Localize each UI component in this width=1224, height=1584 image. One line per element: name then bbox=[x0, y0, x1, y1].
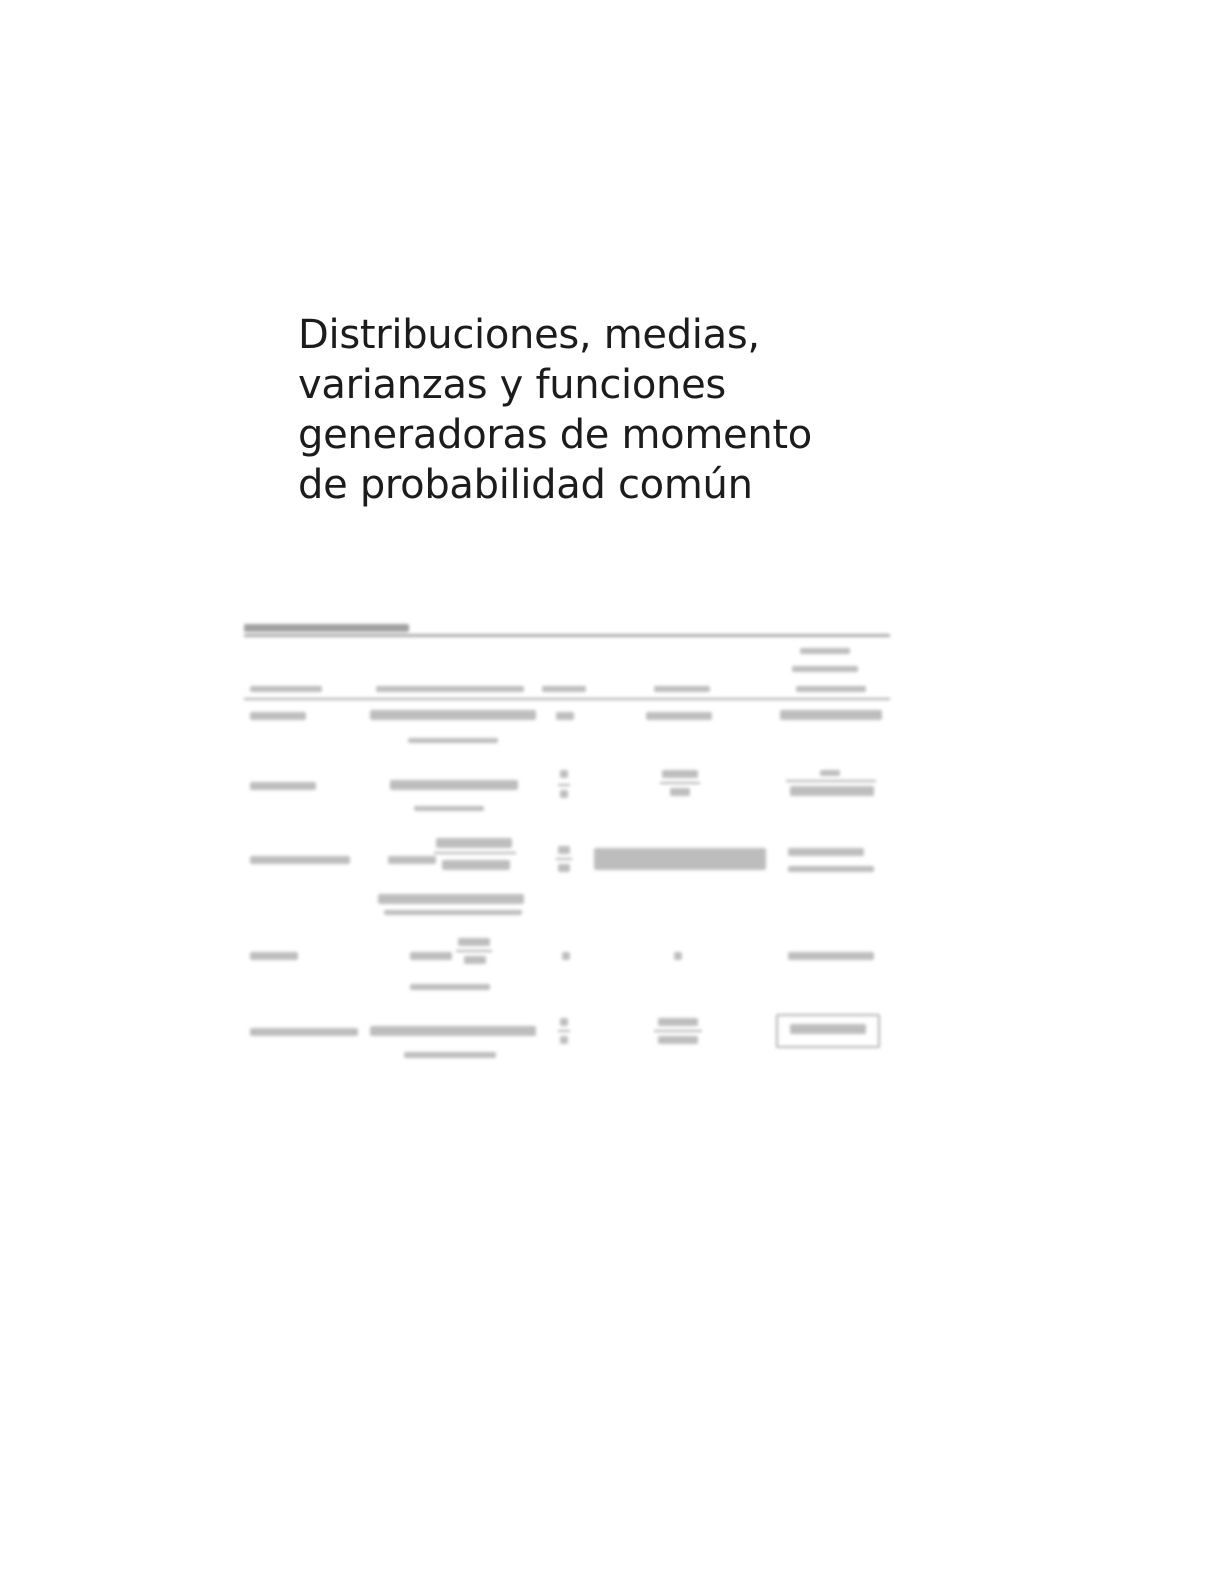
page-title-line: varianzas y funciones bbox=[298, 362, 726, 408]
table-caption bbox=[244, 624, 409, 632]
page-title-line: de probabilidad común bbox=[298, 462, 753, 508]
page-title-line: Distribuciones, medias, bbox=[298, 312, 760, 358]
table-header-rule bbox=[244, 698, 890, 700]
page-title bbox=[298, 310, 898, 510]
distributions-table bbox=[244, 620, 890, 1080]
page-title-line: generadoras de momento bbox=[298, 412, 812, 458]
table-top-rule bbox=[244, 634, 890, 637]
